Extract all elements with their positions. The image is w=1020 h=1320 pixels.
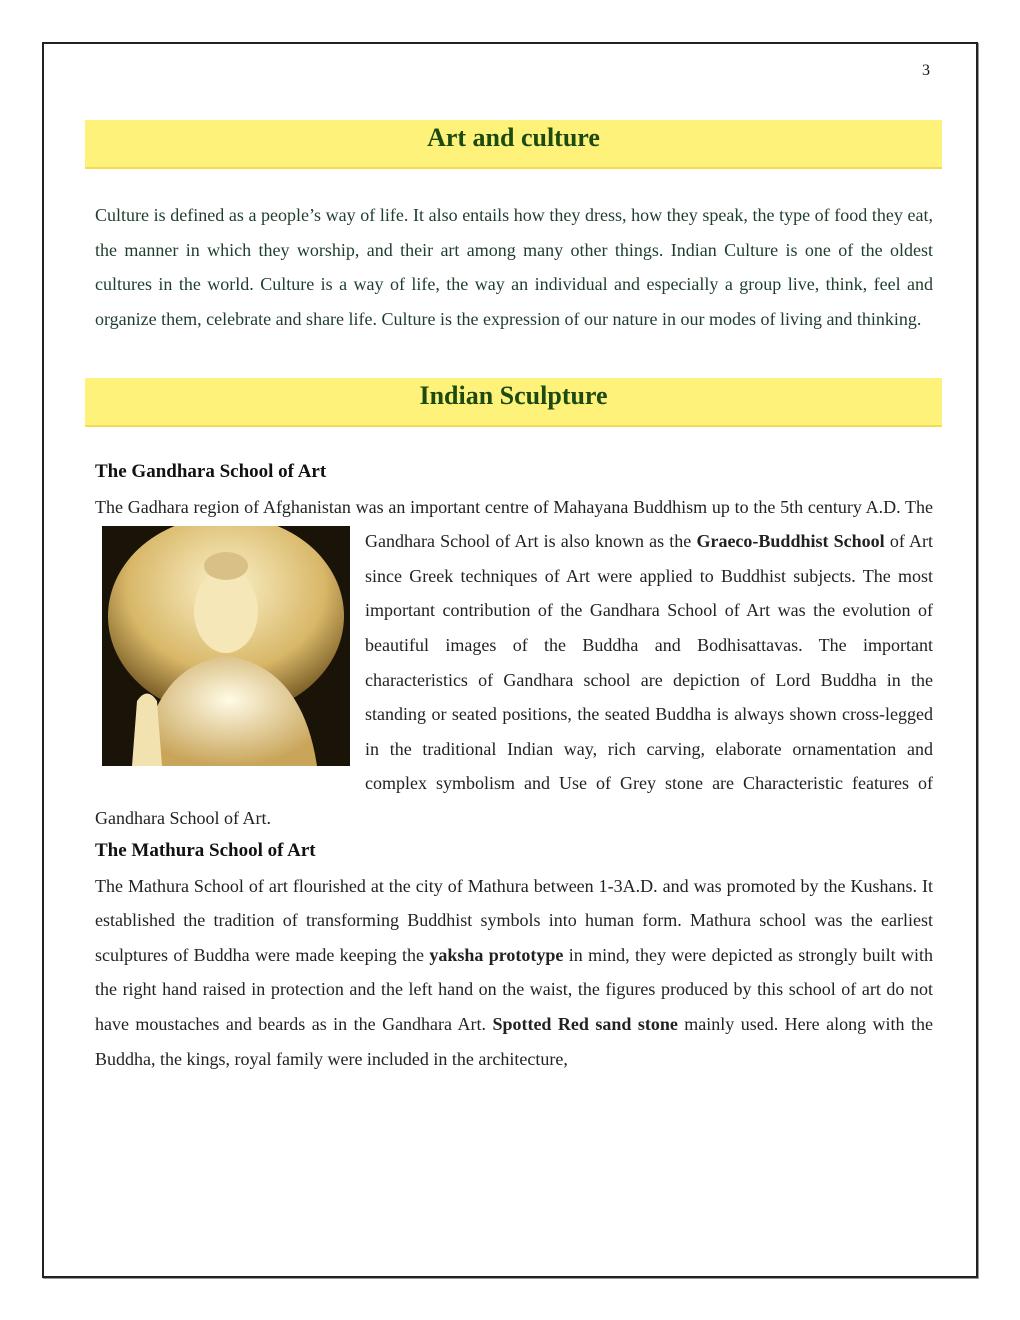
- mathura-paragraph: [95, 869, 933, 1077]
- mathura-section: [95, 834, 933, 1076]
- culture-paragraph: Culture is defined as a people’s way of life. It also entails how they dress, how they speak, the type of food they eat, the manner in which they worship, and their art among many other things. Indian Culture is one of the oldest cultures in the world. Culture is a way of life, the way an individual and especially a group live, think, feel and organize them, celebrate and share life. Culture is the expression of our nature in our modes of living and thinking.: [95, 205, 933, 329]
- text: in mind, they were depicted as strongly built with the right hand raised in protection and the left hand on the waist, the figures produced by this school of art do not have moustaches and beards as in the Gandhara Art.: [95, 944, 933, 1034]
- gandhara-section: [95, 455, 933, 836]
- section-title: Art and culture: [427, 123, 600, 152]
- section-title: Indian Sculpture: [419, 381, 608, 410]
- section-banner-art-culture: [85, 120, 942, 169]
- text: mainly used. Here along with the Buddha, the kings, royal family were included in the architecture,: [95, 1013, 933, 1069]
- gandhara-heading: The Gandhara School of Art: [95, 461, 327, 482]
- text: The Mathura School of art flourished at the city of Mathura between 1-3A.D. and was promoted by the Kushans. It established the tradition of transforming Buddhist symbols into human form. Mathura school was the earliest sculptures of Buddha were made keeping the: [95, 875, 933, 965]
- text: of Art since Greek techniques of Art were applied to Buddhist subjects. The most important contribution of the Gandhara School of Art was the evolution of beautiful images of the Buddha and Bodhisattavas. The important characteristics of Gandhara school are depiction of Lord Buddha in the standing or seated positions, the seated Buddha is always shown cross-legged in the traditional Indian way, rich carving, elaborate ornamentation and complex symbolism and Use of Grey stone are Characteristic features of Gandhara School of Art.: [95, 531, 933, 828]
- text: The Gadhara region of Afghanistan was an important centre of Mahayana Buddhism up to the 5th century A.D. The Gandhara School of Art is also known as the: [95, 496, 933, 552]
- bold-term: Spotted Red sand stone: [492, 1013, 678, 1034]
- section-banner-indian-sculpture: [85, 378, 942, 427]
- bold-term: yaksha prototype: [429, 944, 564, 965]
- bold-term: Graeco-Buddhist School: [696, 531, 885, 552]
- gandhara-paragraph: [95, 490, 933, 836]
- buddha-statue-image: [102, 526, 350, 766]
- mathura-heading: The Mathura School of Art: [95, 840, 316, 861]
- page-number: 3: [922, 62, 930, 79]
